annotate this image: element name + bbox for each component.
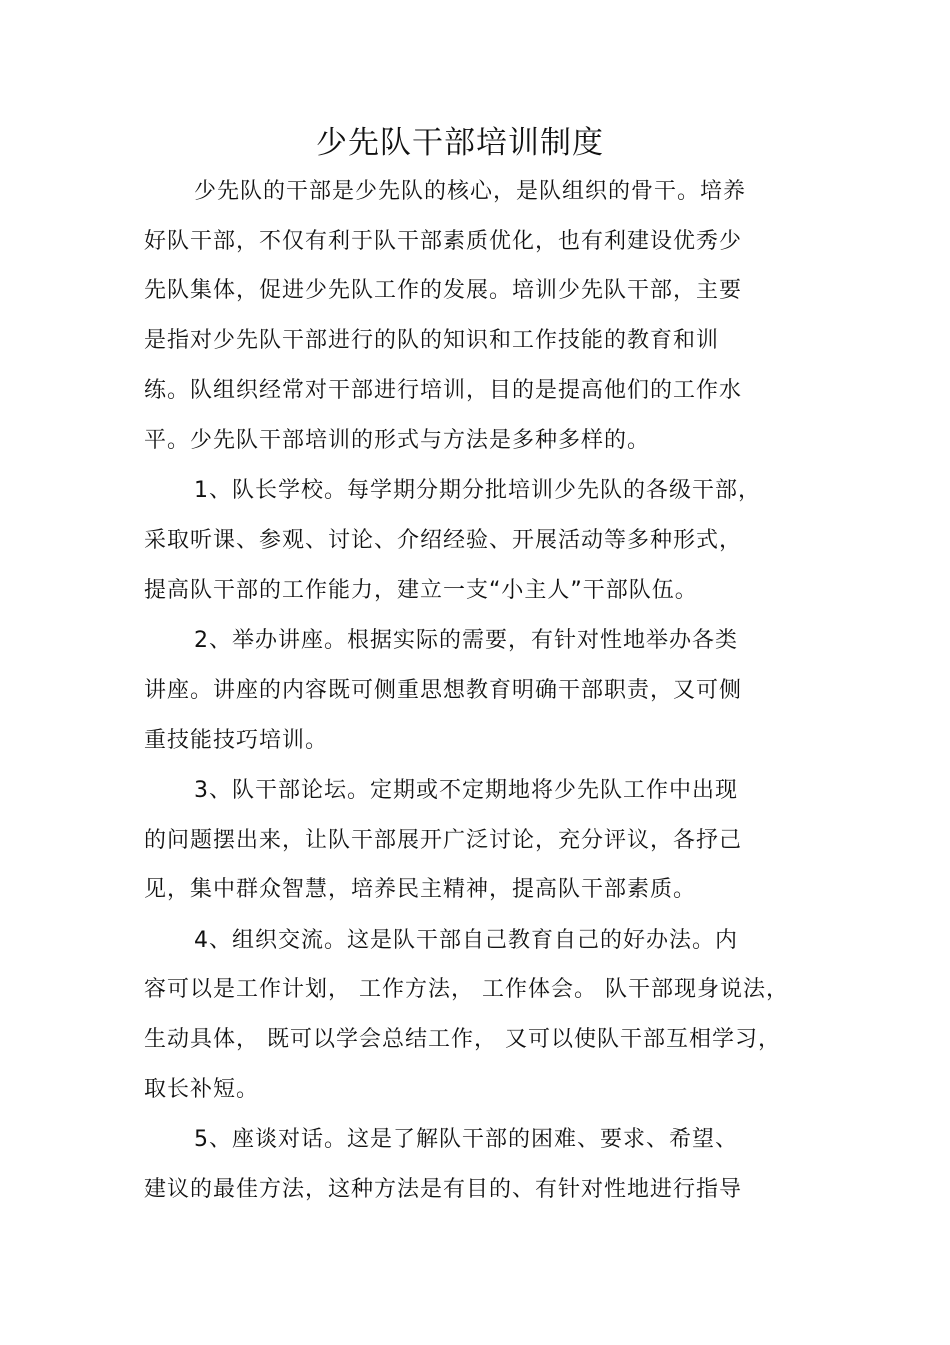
list-item-line: 重技能技巧培训。 [144, 728, 329, 753]
list-item-line: 的问题摆出来，让队干部展开广泛讨论，充分评议，各抒己 [144, 828, 743, 853]
list-item-line: 采取听课、参观、讨论、介绍经验、开展活动等多种形式， [144, 528, 743, 553]
list-item-line: 生动具体， 既可以学会总结工作， 又可以使队干部互相学习， [144, 1027, 781, 1052]
list-item-line: 4、组织交流。这是队干部自己教育自己的好办法。内 [194, 928, 738, 953]
list-item-line: 3、队干部论坛。定期或不定期地将少先队工作中出现 [194, 778, 738, 803]
list-item-line: 2、举办讲座。根据实际的需要，有针对性地举办各类 [194, 628, 738, 653]
list-item-line: 容可以是工作计划， 工作方法， 工作体会。 队干部现身说法， [144, 977, 789, 1002]
paragraph-line: 练。队组织经常对干部进行培训，目的是提高他们的工作水 [144, 378, 743, 403]
paragraph-line: 好队干部，不仅有利于队干部素质优化，也有利建设优秀少 [144, 229, 743, 254]
document-title: 少先队干部培训制度 [316, 125, 604, 161]
paragraph-line: 平。少先队干部培训的形式与方法是多种多样的。 [144, 428, 651, 453]
paragraph-line: 是指对少先队干部进行的队的知识和工作技能的教育和训 [144, 328, 720, 353]
list-item-line: 5、座谈对话。这是了解队干部的困难、要求、希望、 [194, 1127, 738, 1152]
list-item-line: 讲座。讲座的内容既可侧重思想教育明确干部职责，又可侧 [144, 678, 743, 703]
list-item-line: 提高队干部的工作能力，建立一支“小主人”干部队伍。 [144, 578, 698, 603]
paragraph-line: 先队集体，促进少先队工作的发展。培训少先队干部，主要 [144, 278, 743, 303]
list-item-line: 1、队长学校。每学期分期分批培训少先队的各级干部， [194, 478, 761, 503]
list-item-line: 建议的最佳方法，这种方法是有目的、有针对性地进行指导 [144, 1177, 743, 1202]
list-item-line: 取长补短。 [144, 1077, 260, 1102]
list-item-line: 见，集中群众智慧，培养民主精神，提高队干部素质。 [144, 877, 697, 902]
paragraph-line: 少先队的干部是少先队的核心，是队组织的骨干。培养 [194, 179, 747, 204]
